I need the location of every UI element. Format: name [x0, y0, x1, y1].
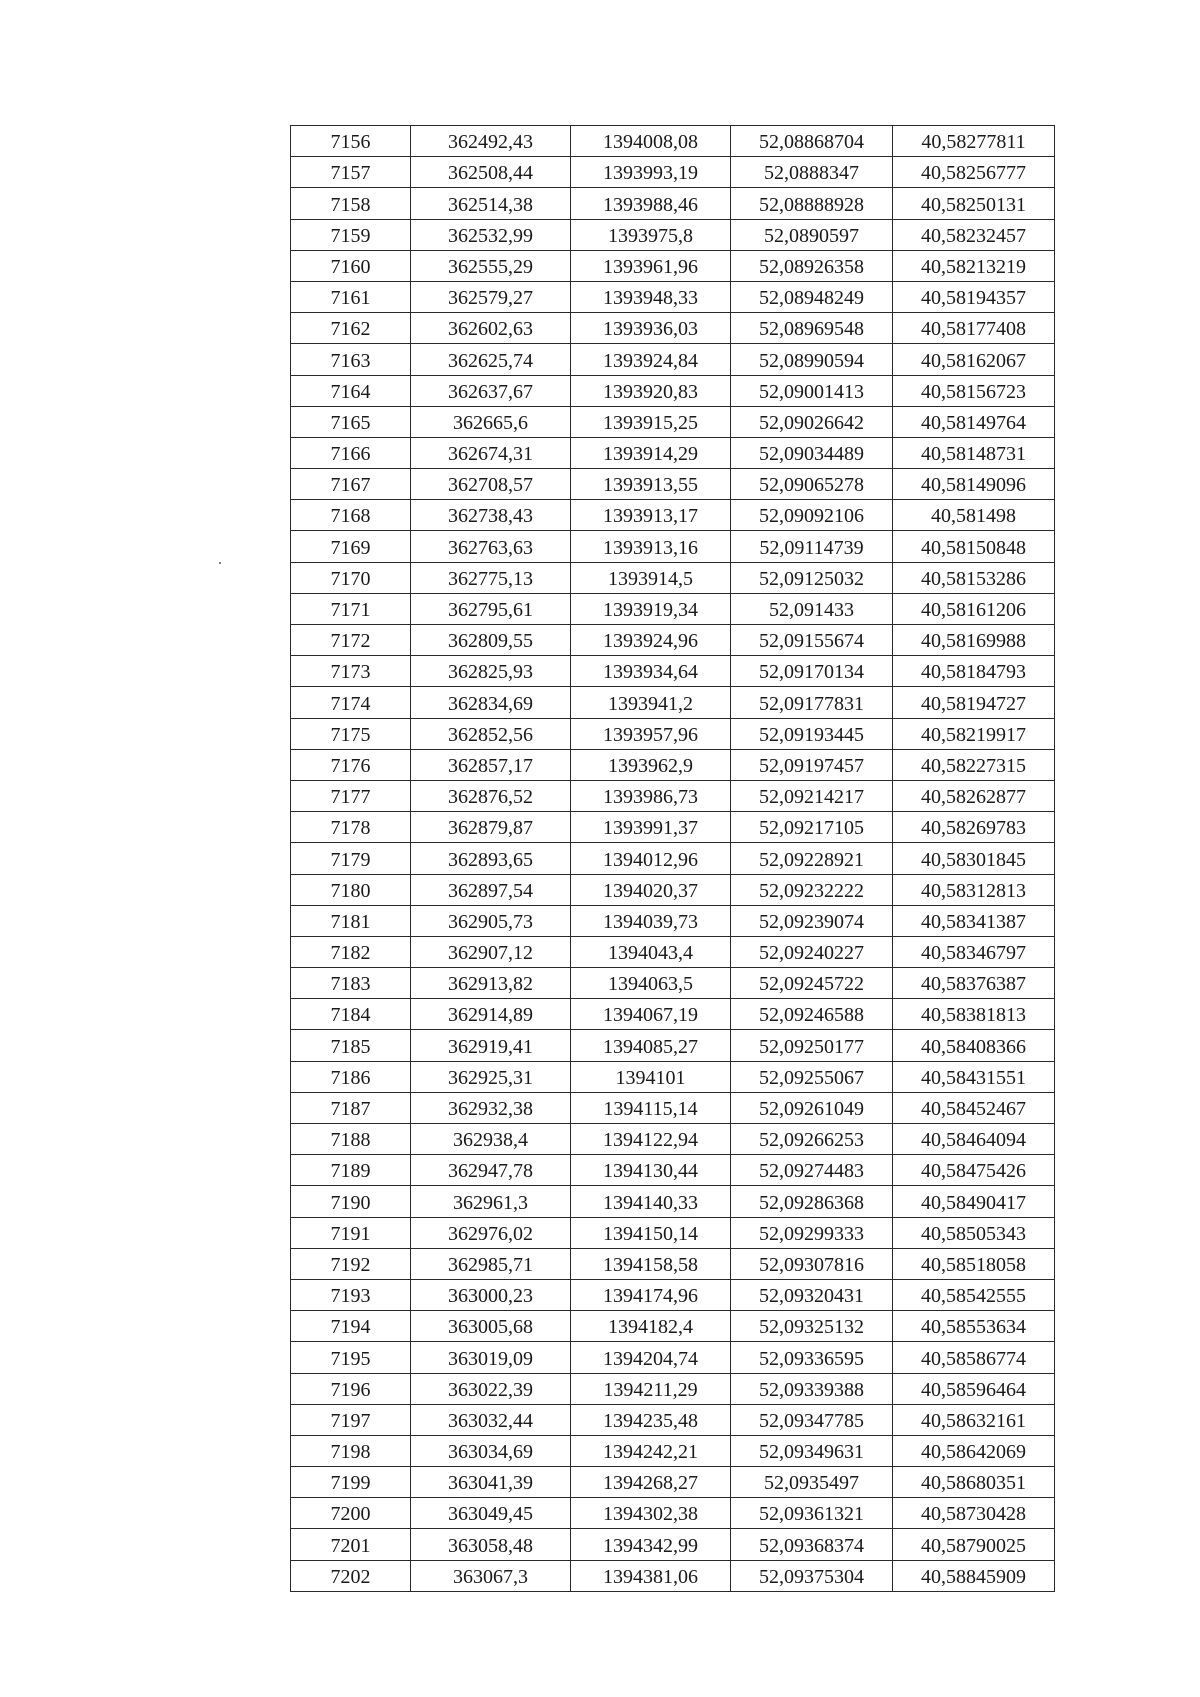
- latitude-cell: 52,09307816: [731, 1248, 893, 1279]
- latitude-cell: 52,09299333: [731, 1217, 893, 1248]
- latitude-cell: 52,09177831: [731, 687, 893, 718]
- longitude-cell: 40,58518058: [893, 1248, 1055, 1279]
- y-coordinate-cell: 1394211,29: [571, 1373, 731, 1404]
- y-coordinate-cell: 1394085,27: [571, 1030, 731, 1061]
- x-coordinate-cell: 362738,43: [411, 500, 571, 531]
- table-row: [291, 656, 1055, 687]
- x-coordinate-cell: 362876,52: [411, 780, 571, 811]
- table-row: [291, 1404, 1055, 1435]
- point-number-cell: 7191: [291, 1217, 411, 1248]
- point-number-cell: 7176: [291, 749, 411, 780]
- y-coordinate-cell: 1394174,96: [571, 1279, 731, 1310]
- y-coordinate-cell: 1393991,37: [571, 812, 731, 843]
- latitude-cell: 52,09246588: [731, 999, 893, 1030]
- y-coordinate-cell: 1393920,83: [571, 375, 731, 406]
- y-coordinate-cell: 1394381,06: [571, 1560, 731, 1591]
- y-coordinate-cell: 1394020,37: [571, 874, 731, 905]
- y-coordinate-cell: 1394008,08: [571, 126, 731, 157]
- x-coordinate-cell: 363032,44: [411, 1404, 571, 1435]
- latitude-cell: 52,09339388: [731, 1373, 893, 1404]
- longitude-cell: 40,58156723: [893, 375, 1055, 406]
- x-coordinate-cell: 362976,02: [411, 1217, 571, 1248]
- y-coordinate-cell: 1394158,58: [571, 1248, 731, 1279]
- longitude-cell: 40,58376387: [893, 968, 1055, 999]
- longitude-cell: 40,58464094: [893, 1124, 1055, 1155]
- table-row: [291, 1467, 1055, 1498]
- longitude-cell: 40,58149096: [893, 469, 1055, 500]
- table-row: [291, 344, 1055, 375]
- longitude-cell: 40,58277811: [893, 126, 1055, 157]
- x-coordinate-cell: 363022,39: [411, 1373, 571, 1404]
- y-coordinate-cell: 1393962,9: [571, 749, 731, 780]
- x-coordinate-cell: 363049,45: [411, 1498, 571, 1529]
- table-row: [291, 126, 1055, 157]
- y-coordinate-cell: 1394302,38: [571, 1498, 731, 1529]
- longitude-cell: 40,58346797: [893, 936, 1055, 967]
- x-coordinate-cell: 363041,39: [411, 1467, 571, 1498]
- point-number-cell: 7195: [291, 1342, 411, 1373]
- latitude-cell: 52,09170134: [731, 656, 893, 687]
- latitude-cell: 52,08868704: [731, 126, 893, 157]
- table-row: [291, 999, 1055, 1030]
- x-coordinate-cell: 362914,89: [411, 999, 571, 1030]
- longitude-cell: 40,58169988: [893, 625, 1055, 656]
- table-row: [291, 406, 1055, 437]
- y-coordinate-cell: 1393975,8: [571, 219, 731, 250]
- latitude-cell: 52,09261049: [731, 1092, 893, 1123]
- coordinates-table-body: [291, 126, 1055, 1592]
- coordinates-table: [290, 125, 1055, 1592]
- x-coordinate-cell: 362913,82: [411, 968, 571, 999]
- latitude-cell: 52,09266253: [731, 1124, 893, 1155]
- point-number-cell: 7190: [291, 1186, 411, 1217]
- point-number-cell: 7187: [291, 1092, 411, 1123]
- table-row: [291, 780, 1055, 811]
- longitude-cell: 40,58219917: [893, 718, 1055, 749]
- point-number-cell: 7185: [291, 1030, 411, 1061]
- point-number-cell: 7199: [291, 1467, 411, 1498]
- latitude-cell: 52,09193445: [731, 718, 893, 749]
- latitude-cell: 52,08926358: [731, 250, 893, 281]
- latitude-cell: 52,09001413: [731, 375, 893, 406]
- y-coordinate-cell: 1393941,2: [571, 687, 731, 718]
- latitude-cell: 52,09228921: [731, 843, 893, 874]
- point-number-cell: 7202: [291, 1560, 411, 1591]
- point-number-cell: 7197: [291, 1404, 411, 1435]
- table-row: [291, 1248, 1055, 1279]
- longitude-cell: 40,58475426: [893, 1155, 1055, 1186]
- y-coordinate-cell: 1393934,64: [571, 656, 731, 687]
- point-number-cell: 7165: [291, 406, 411, 437]
- longitude-cell: 40,58680351: [893, 1467, 1055, 1498]
- point-number-cell: 7160: [291, 250, 411, 281]
- x-coordinate-cell: 362938,4: [411, 1124, 571, 1155]
- table-row: [291, 843, 1055, 874]
- y-coordinate-cell: 1393936,03: [571, 313, 731, 344]
- point-number-cell: 7188: [291, 1124, 411, 1155]
- latitude-cell: 52,09347785: [731, 1404, 893, 1435]
- table-row: [291, 157, 1055, 188]
- x-coordinate-cell: 362809,55: [411, 625, 571, 656]
- y-coordinate-cell: 1393948,33: [571, 281, 731, 312]
- latitude-cell: 52,08888928: [731, 188, 893, 219]
- y-coordinate-cell: 1393988,46: [571, 188, 731, 219]
- longitude-cell: 40,58542555: [893, 1279, 1055, 1310]
- longitude-cell: 40,58452467: [893, 1092, 1055, 1123]
- point-number-cell: 7166: [291, 437, 411, 468]
- y-coordinate-cell: 1393924,96: [571, 625, 731, 656]
- y-coordinate-cell: 1393915,25: [571, 406, 731, 437]
- table-row: [291, 1217, 1055, 1248]
- x-coordinate-cell: 362555,29: [411, 250, 571, 281]
- point-number-cell: 7181: [291, 905, 411, 936]
- longitude-cell: 40,58381813: [893, 999, 1055, 1030]
- x-coordinate-cell: 362514,38: [411, 188, 571, 219]
- x-coordinate-cell: 362763,63: [411, 531, 571, 562]
- longitude-cell: 40,58586774: [893, 1342, 1055, 1373]
- table-row: [291, 1498, 1055, 1529]
- point-number-cell: 7178: [291, 812, 411, 843]
- y-coordinate-cell: 1394342,99: [571, 1529, 731, 1560]
- longitude-cell: 40,58150848: [893, 531, 1055, 562]
- point-number-cell: 7183: [291, 968, 411, 999]
- y-coordinate-cell: 1393919,34: [571, 593, 731, 624]
- longitude-cell: 40,58632161: [893, 1404, 1055, 1435]
- x-coordinate-cell: 362857,17: [411, 749, 571, 780]
- y-coordinate-cell: 1393957,96: [571, 718, 731, 749]
- latitude-cell: 52,09114739: [731, 531, 893, 562]
- point-number-cell: 7170: [291, 562, 411, 593]
- x-coordinate-cell: 362665,6: [411, 406, 571, 437]
- point-number-cell: 7162: [291, 313, 411, 344]
- point-number-cell: 7172: [291, 625, 411, 656]
- point-number-cell: 7198: [291, 1435, 411, 1466]
- y-coordinate-cell: 1394115,14: [571, 1092, 731, 1123]
- longitude-cell: 40,58149764: [893, 406, 1055, 437]
- point-number-cell: 7161: [291, 281, 411, 312]
- y-coordinate-cell: 1393914,29: [571, 437, 731, 468]
- latitude-cell: 52,09232222: [731, 874, 893, 905]
- x-coordinate-cell: 362879,87: [411, 812, 571, 843]
- point-number-cell: 7186: [291, 1061, 411, 1092]
- y-coordinate-cell: 1393913,17: [571, 500, 731, 531]
- longitude-cell: 40,58153286: [893, 562, 1055, 593]
- longitude-cell: 40,58161206: [893, 593, 1055, 624]
- latitude-cell: 52,09065278: [731, 469, 893, 500]
- table-row: [291, 1560, 1055, 1591]
- y-coordinate-cell: 1394122,94: [571, 1124, 731, 1155]
- x-coordinate-cell: 362947,78: [411, 1155, 571, 1186]
- table-row: [291, 1342, 1055, 1373]
- latitude-cell: 52,0935497: [731, 1467, 893, 1498]
- longitude-cell: 40,58341387: [893, 905, 1055, 936]
- longitude-cell: 40,58553634: [893, 1311, 1055, 1342]
- table-row: [291, 500, 1055, 531]
- latitude-cell: 52,09375304: [731, 1560, 893, 1591]
- x-coordinate-cell: 362825,93: [411, 656, 571, 687]
- y-coordinate-cell: 1394140,33: [571, 1186, 731, 1217]
- latitude-cell: 52,09155674: [731, 625, 893, 656]
- table-row: [291, 250, 1055, 281]
- y-coordinate-cell: 1393993,19: [571, 157, 731, 188]
- x-coordinate-cell: 362579,27: [411, 281, 571, 312]
- longitude-cell: 40,58642069: [893, 1435, 1055, 1466]
- y-coordinate-cell: 1394182,4: [571, 1311, 731, 1342]
- x-coordinate-cell: 362834,69: [411, 687, 571, 718]
- latitude-cell: 52,08990594: [731, 344, 893, 375]
- y-coordinate-cell: 1394101: [571, 1061, 731, 1092]
- y-coordinate-cell: 1393961,96: [571, 250, 731, 281]
- latitude-cell: 52,09092106: [731, 500, 893, 531]
- point-number-cell: 7164: [291, 375, 411, 406]
- x-coordinate-cell: 362905,73: [411, 905, 571, 936]
- y-coordinate-cell: 1394242,21: [571, 1435, 731, 1466]
- y-coordinate-cell: 1394150,14: [571, 1217, 731, 1248]
- table-row: [291, 188, 1055, 219]
- longitude-cell: 40,58408366: [893, 1030, 1055, 1061]
- table-row: [291, 812, 1055, 843]
- table-row: [291, 219, 1055, 250]
- latitude-cell: 52,09245722: [731, 968, 893, 999]
- latitude-cell: 52,09214217: [731, 780, 893, 811]
- x-coordinate-cell: 362893,65: [411, 843, 571, 874]
- latitude-cell: 52,0888347: [731, 157, 893, 188]
- point-number-cell: 7171: [291, 593, 411, 624]
- x-coordinate-cell: 362919,41: [411, 1030, 571, 1061]
- table-row: [291, 1311, 1055, 1342]
- x-coordinate-cell: 362637,67: [411, 375, 571, 406]
- point-number-cell: 7168: [291, 500, 411, 531]
- latitude-cell: 52,09255067: [731, 1061, 893, 1092]
- y-coordinate-cell: 1394235,48: [571, 1404, 731, 1435]
- latitude-cell: 52,09239074: [731, 905, 893, 936]
- latitude-cell: 52,09026642: [731, 406, 893, 437]
- longitude-cell: 40,58730428: [893, 1498, 1055, 1529]
- x-coordinate-cell: 362925,31: [411, 1061, 571, 1092]
- point-number-cell: 7180: [291, 874, 411, 905]
- y-coordinate-cell: 1394130,44: [571, 1155, 731, 1186]
- latitude-cell: 52,09368374: [731, 1529, 893, 1560]
- x-coordinate-cell: 362532,99: [411, 219, 571, 250]
- y-coordinate-cell: 1393913,55: [571, 469, 731, 500]
- x-coordinate-cell: 363058,48: [411, 1529, 571, 1560]
- table-row: [291, 531, 1055, 562]
- point-number-cell: 7177: [291, 780, 411, 811]
- latitude-cell: 52,09125032: [731, 562, 893, 593]
- x-coordinate-cell: 362985,71: [411, 1248, 571, 1279]
- table-row: [291, 1186, 1055, 1217]
- longitude-cell: 40,58232457: [893, 219, 1055, 250]
- latitude-cell: 52,09240227: [731, 936, 893, 967]
- table-row: [291, 625, 1055, 656]
- x-coordinate-cell: 362492,43: [411, 126, 571, 157]
- longitude-cell: 40,58262877: [893, 780, 1055, 811]
- y-coordinate-cell: 1394204,74: [571, 1342, 731, 1373]
- x-coordinate-cell: 363067,3: [411, 1560, 571, 1591]
- point-number-cell: 7159: [291, 219, 411, 250]
- point-number-cell: 7179: [291, 843, 411, 874]
- point-number-cell: 7163: [291, 344, 411, 375]
- table-row: [291, 1435, 1055, 1466]
- point-number-cell: 7184: [291, 999, 411, 1030]
- longitude-cell: 40,58490417: [893, 1186, 1055, 1217]
- point-number-cell: 7157: [291, 157, 411, 188]
- y-coordinate-cell: 1394067,19: [571, 999, 731, 1030]
- table-row: [291, 1373, 1055, 1404]
- latitude-cell: 52,091433: [731, 593, 893, 624]
- point-number-cell: 7194: [291, 1311, 411, 1342]
- point-number-cell: 7175: [291, 718, 411, 749]
- longitude-cell: 40,58213219: [893, 250, 1055, 281]
- y-coordinate-cell: 1393986,73: [571, 780, 731, 811]
- point-number-cell: 7192: [291, 1248, 411, 1279]
- longitude-cell: 40,581498: [893, 500, 1055, 531]
- longitude-cell: 40,58301845: [893, 843, 1055, 874]
- latitude-cell: 52,0890597: [731, 219, 893, 250]
- table-row: [291, 469, 1055, 500]
- latitude-cell: 52,09320431: [731, 1279, 893, 1310]
- scan-speck: [219, 562, 221, 564]
- table-row: [291, 749, 1055, 780]
- latitude-cell: 52,09197457: [731, 749, 893, 780]
- table-row: [291, 936, 1055, 967]
- longitude-cell: 40,58148731: [893, 437, 1055, 468]
- longitude-cell: 40,58431551: [893, 1061, 1055, 1092]
- latitude-cell: 52,09286368: [731, 1186, 893, 1217]
- y-coordinate-cell: 1393913,16: [571, 531, 731, 562]
- table-row: [291, 1061, 1055, 1092]
- table-row: [291, 1124, 1055, 1155]
- latitude-cell: 52,09361321: [731, 1498, 893, 1529]
- x-coordinate-cell: 362961,3: [411, 1186, 571, 1217]
- x-coordinate-cell: 362932,38: [411, 1092, 571, 1123]
- x-coordinate-cell: 362897,54: [411, 874, 571, 905]
- x-coordinate-cell: 362708,57: [411, 469, 571, 500]
- table-row: [291, 874, 1055, 905]
- table-row: [291, 437, 1055, 468]
- latitude-cell: 52,09274483: [731, 1155, 893, 1186]
- latitude-cell: 52,09325132: [731, 1311, 893, 1342]
- longitude-cell: 40,58177408: [893, 313, 1055, 344]
- x-coordinate-cell: 362508,44: [411, 157, 571, 188]
- x-coordinate-cell: 362852,56: [411, 718, 571, 749]
- point-number-cell: 7200: [291, 1498, 411, 1529]
- table-row: [291, 375, 1055, 406]
- table-row: [291, 281, 1055, 312]
- point-number-cell: 7182: [291, 936, 411, 967]
- point-number-cell: 7189: [291, 1155, 411, 1186]
- y-coordinate-cell: 1394039,73: [571, 905, 731, 936]
- longitude-cell: 40,58790025: [893, 1529, 1055, 1560]
- y-coordinate-cell: 1393924,84: [571, 344, 731, 375]
- longitude-cell: 40,58162067: [893, 344, 1055, 375]
- x-coordinate-cell: 362625,74: [411, 344, 571, 375]
- table-row: [291, 1092, 1055, 1123]
- latitude-cell: 52,08948249: [731, 281, 893, 312]
- x-coordinate-cell: 362674,31: [411, 437, 571, 468]
- y-coordinate-cell: 1394268,27: [571, 1467, 731, 1498]
- longitude-cell: 40,58505343: [893, 1217, 1055, 1248]
- x-coordinate-cell: 363034,69: [411, 1435, 571, 1466]
- latitude-cell: 52,09336595: [731, 1342, 893, 1373]
- longitude-cell: 40,58227315: [893, 749, 1055, 780]
- y-coordinate-cell: 1393914,5: [571, 562, 731, 593]
- point-number-cell: 7167: [291, 469, 411, 500]
- longitude-cell: 40,58312813: [893, 874, 1055, 905]
- x-coordinate-cell: 363005,68: [411, 1311, 571, 1342]
- latitude-cell: 52,09250177: [731, 1030, 893, 1061]
- longitude-cell: 40,58250131: [893, 188, 1055, 219]
- x-coordinate-cell: 362907,12: [411, 936, 571, 967]
- x-coordinate-cell: 362795,61: [411, 593, 571, 624]
- latitude-cell: 52,09349631: [731, 1435, 893, 1466]
- table-row: [291, 313, 1055, 344]
- point-number-cell: 7173: [291, 656, 411, 687]
- longitude-cell: 40,58269783: [893, 812, 1055, 843]
- x-coordinate-cell: 363000,23: [411, 1279, 571, 1310]
- point-number-cell: 7158: [291, 188, 411, 219]
- table-row: [291, 968, 1055, 999]
- longitude-cell: 40,58194357: [893, 281, 1055, 312]
- latitude-cell: 52,09217105: [731, 812, 893, 843]
- longitude-cell: 40,58596464: [893, 1373, 1055, 1404]
- point-number-cell: 7196: [291, 1373, 411, 1404]
- x-coordinate-cell: 362602,63: [411, 313, 571, 344]
- y-coordinate-cell: 1394043,4: [571, 936, 731, 967]
- y-coordinate-cell: 1394012,96: [571, 843, 731, 874]
- x-coordinate-cell: 362775,13: [411, 562, 571, 593]
- point-number-cell: 7193: [291, 1279, 411, 1310]
- table-row: [291, 1030, 1055, 1061]
- table-row: [291, 562, 1055, 593]
- longitude-cell: 40,58194727: [893, 687, 1055, 718]
- point-number-cell: 7201: [291, 1529, 411, 1560]
- point-number-cell: 7174: [291, 687, 411, 718]
- table-row: [291, 1529, 1055, 1560]
- longitude-cell: 40,58256777: [893, 157, 1055, 188]
- y-coordinate-cell: 1394063,5: [571, 968, 731, 999]
- point-number-cell: 7169: [291, 531, 411, 562]
- x-coordinate-cell: 363019,09: [411, 1342, 571, 1373]
- table-row: [291, 1279, 1055, 1310]
- table-row: [291, 905, 1055, 936]
- longitude-cell: 40,58845909: [893, 1560, 1055, 1591]
- table-row: [291, 593, 1055, 624]
- table-row: [291, 687, 1055, 718]
- latitude-cell: 52,08969548: [731, 313, 893, 344]
- table-row: [291, 718, 1055, 749]
- latitude-cell: 52,09034489: [731, 437, 893, 468]
- table-row: [291, 1155, 1055, 1186]
- longitude-cell: 40,58184793: [893, 656, 1055, 687]
- point-number-cell: 7156: [291, 126, 411, 157]
